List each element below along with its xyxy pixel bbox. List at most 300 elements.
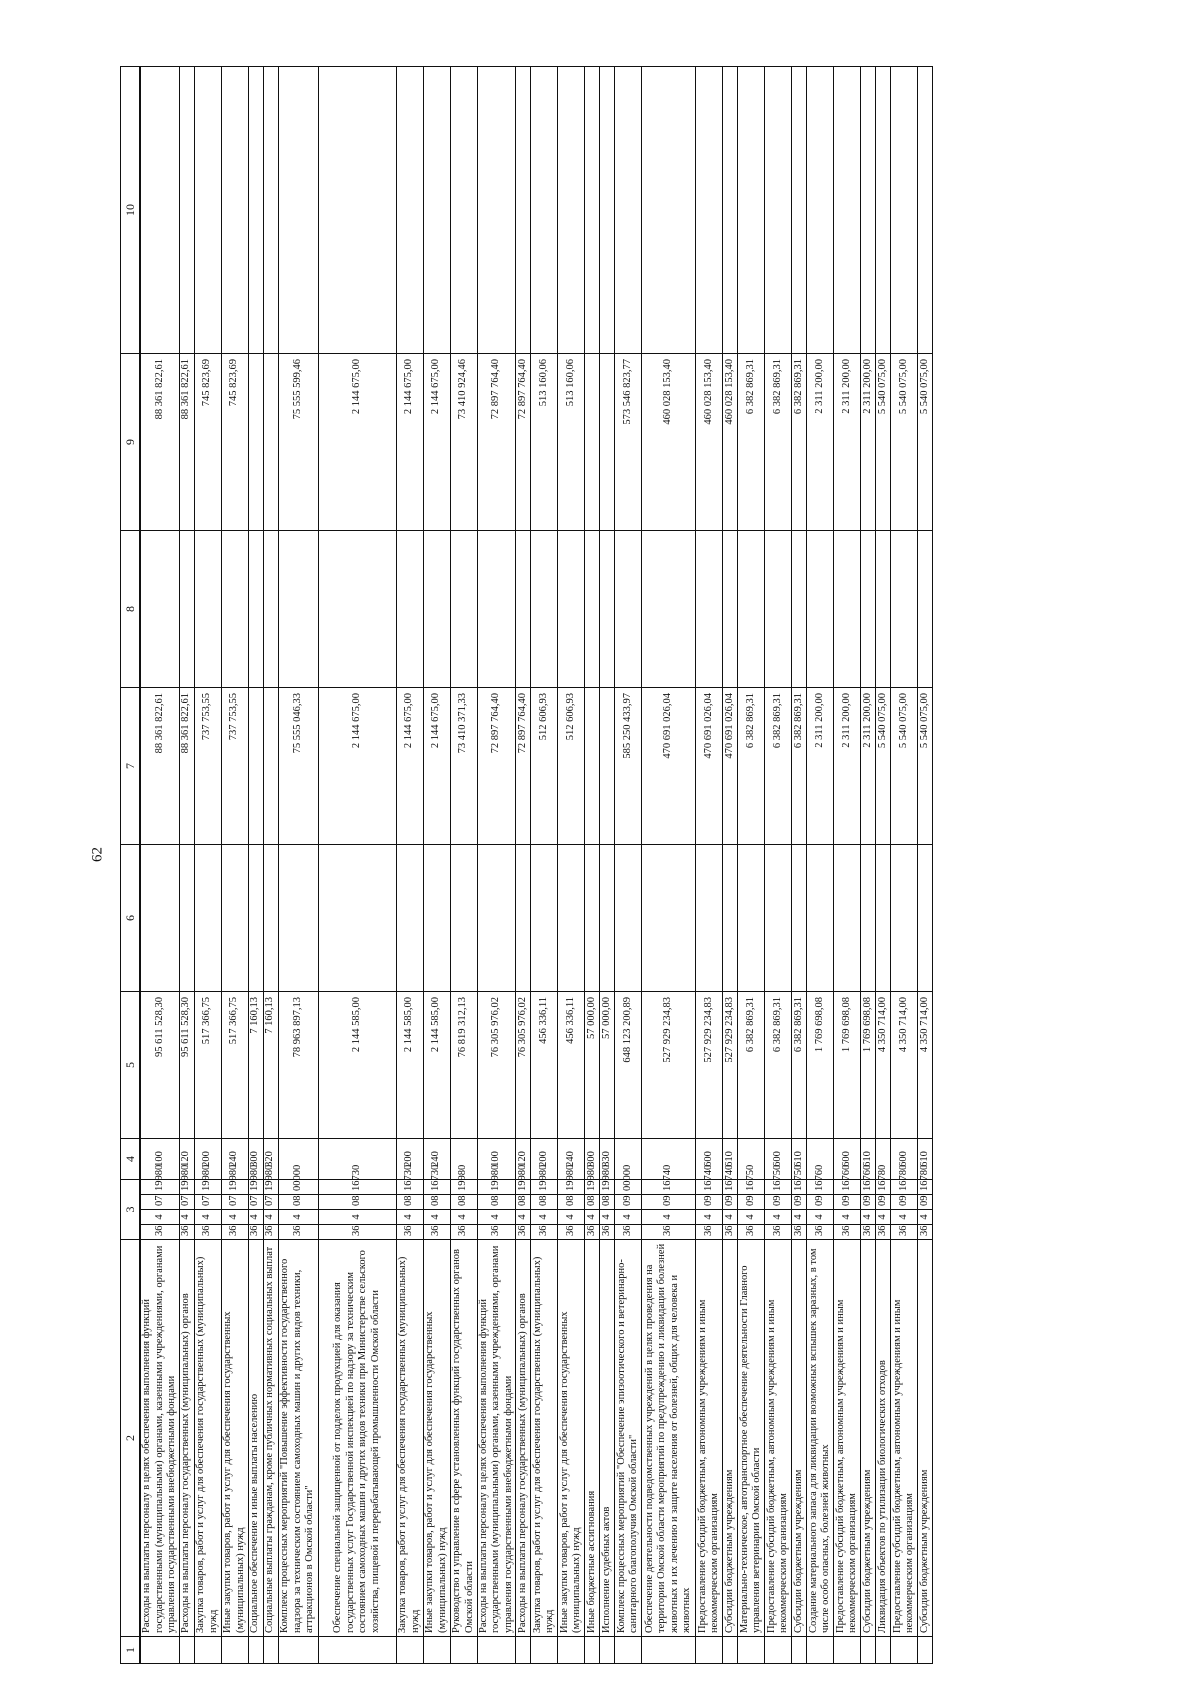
row-col-10 xyxy=(807,67,834,354)
row-col-10 xyxy=(918,67,933,354)
table-row xyxy=(221,67,248,1664)
row-col-1 xyxy=(861,1637,876,1664)
row-col-8 xyxy=(738,531,765,688)
row-col-7: 2 311 200,00 xyxy=(807,688,834,845)
row-code-c: 09 xyxy=(861,1195,876,1210)
row-code-a: 36 xyxy=(861,1225,876,1240)
row-col-5: 1 769 698,08 xyxy=(861,992,876,1139)
row-col-9 xyxy=(248,354,263,531)
row-name: Комплекс процессных мероприятий "Обеспечение эпизоотического и ветеринарно-санитарного благополучия Омской области" xyxy=(615,1240,642,1637)
row-col-6 xyxy=(876,845,891,992)
table-body xyxy=(141,67,933,1664)
row-col-10 xyxy=(600,67,615,354)
table-row xyxy=(600,67,615,1664)
row-col-10 xyxy=(248,67,263,354)
row-col-7: 2 144 675,00 xyxy=(423,688,450,845)
row-col-7 xyxy=(585,688,600,845)
row-col-9: 460 028 153,40 xyxy=(642,354,696,531)
row-col-1 xyxy=(423,1637,450,1664)
table-row xyxy=(141,67,180,1664)
row-col-8 xyxy=(423,531,450,688)
row-col-6 xyxy=(792,845,807,992)
row-col-1 xyxy=(585,1637,600,1664)
row-col-5: 76 819 312,13 xyxy=(450,992,477,1139)
row-col-7: 75 555 046,33 xyxy=(278,688,318,845)
row-col-9: 2 144 675,00 xyxy=(396,354,423,531)
row-code-b: 4 xyxy=(642,1210,696,1225)
row-code-c: 07 xyxy=(248,1195,263,1210)
row-col-10 xyxy=(834,67,861,354)
row-code-a: 36 xyxy=(696,1225,723,1240)
row-name: Предоставление субсидий бюджетным, автономным учреждениям и иным некоммерческим организациям xyxy=(834,1240,861,1637)
row-col-7: 88 361 822,61 xyxy=(141,688,180,845)
row-code-a: 36 xyxy=(531,1225,558,1240)
row-col-7: 5 540 075,00 xyxy=(876,688,891,845)
row-col-9: 5 540 075,00 xyxy=(876,354,891,531)
row-col-7: 737 753,55 xyxy=(221,688,248,845)
row-code-a: 36 xyxy=(615,1225,642,1240)
row-col-1 xyxy=(263,1637,278,1664)
row-col-6 xyxy=(477,845,516,992)
table-row xyxy=(765,67,792,1664)
row-col-10 xyxy=(477,67,516,354)
row-name: Комплекс процессных мероприятий "Повышение эффективности государственного надзора за техническим состоянием самоходных машин и других видов техники, аттракционов в Омской области" xyxy=(278,1240,318,1637)
row-col-9: 745 823,69 xyxy=(221,354,248,531)
row-col-7: 6 382 869,31 xyxy=(738,688,765,845)
row-code-b: 4 xyxy=(807,1210,834,1225)
row-col-7: 6 382 869,31 xyxy=(792,688,807,845)
row-code-d: 16760 xyxy=(834,1180,861,1195)
row-col-10 xyxy=(861,67,876,354)
row-name: Исполнение судебных актов xyxy=(600,1240,615,1637)
row-code-b: 4 xyxy=(141,1210,180,1225)
row-code-b: 4 xyxy=(531,1210,558,1225)
row-code-d: 16740 xyxy=(642,1180,696,1195)
row-col-6 xyxy=(738,845,765,992)
row-col-9: 513 160,06 xyxy=(531,354,558,531)
row-col-9: 460 028 153,40 xyxy=(723,354,738,531)
row-code-b: 4 xyxy=(834,1210,861,1225)
row-col-9: 2 311 200,00 xyxy=(834,354,861,531)
row-code-b: 4 xyxy=(396,1210,423,1225)
row-col-8 xyxy=(807,531,834,688)
row-col-4: 830 xyxy=(600,1139,615,1180)
row-col-10 xyxy=(531,67,558,354)
row-col-6 xyxy=(765,845,792,992)
row-name: Закупка товаров, работ и услуг для обеспечения государственных (муниципальных) нужд xyxy=(396,1240,423,1637)
row-col-10 xyxy=(585,67,600,354)
row-code-a: 36 xyxy=(792,1225,807,1240)
row-name: Иные закупки товаров, работ и услуг для обеспечения государственных (муниципальных) нужд xyxy=(558,1240,585,1637)
row-col-5: 648 123 200,89 xyxy=(615,992,642,1139)
row-col-6 xyxy=(141,845,180,992)
row-code-d: 19980 xyxy=(194,1180,221,1195)
row-col-1 xyxy=(765,1637,792,1664)
row-code-a: 36 xyxy=(918,1225,933,1240)
row-name: Руководство и управление в сфере установленных функций государственных органов Омской области xyxy=(450,1240,477,1637)
table-row xyxy=(248,67,263,1664)
row-col-1 xyxy=(141,1637,180,1664)
row-col-10 xyxy=(558,67,585,354)
row-code-b: 4 xyxy=(516,1210,531,1225)
row-code-d: 19980 xyxy=(450,1180,477,1195)
row-col-10 xyxy=(318,67,396,354)
row-col-6 xyxy=(723,845,738,992)
row-code-a: 36 xyxy=(558,1225,585,1240)
row-col-1 xyxy=(248,1637,263,1664)
row-code-a: 36 xyxy=(891,1225,918,1240)
row-code-c: 07 xyxy=(194,1195,221,1210)
row-col-7: 2 144 675,00 xyxy=(396,688,423,845)
row-code-d: 16780 xyxy=(918,1180,933,1195)
row-name: Субсидии бюджетным учреждениям xyxy=(792,1240,807,1637)
row-col-9: 2 144 675,00 xyxy=(423,354,450,531)
row-code-a: 36 xyxy=(194,1225,221,1240)
row-col-10 xyxy=(450,67,477,354)
row-name: Предоставление субсидий бюджетным, автономным учреждениям и иным некоммерческим организациям xyxy=(696,1240,723,1637)
row-code-b: 4 xyxy=(600,1210,615,1225)
row-col-6 xyxy=(221,845,248,992)
row-code-d: 16760 xyxy=(861,1180,876,1195)
row-code-b: 4 xyxy=(765,1210,792,1225)
row-code-c: 08 xyxy=(450,1195,477,1210)
row-code-a: 36 xyxy=(738,1225,765,1240)
row-col-9: 745 823,69 xyxy=(194,354,221,531)
row-code-d: 19980 xyxy=(585,1180,600,1195)
row-col-1 xyxy=(642,1637,696,1664)
row-col-1 xyxy=(221,1637,248,1664)
row-code-c: 08 xyxy=(585,1195,600,1210)
row-code-b: 4 xyxy=(318,1210,396,1225)
row-col-8 xyxy=(876,531,891,688)
row-col-8 xyxy=(558,531,585,688)
row-col-5: 527 929 234,83 xyxy=(642,992,696,1139)
table-row xyxy=(263,67,278,1664)
row-col-8 xyxy=(450,531,477,688)
row-col-5: 2 144 585,00 xyxy=(318,992,396,1139)
row-code-a: 36 xyxy=(723,1225,738,1240)
row-col-9 xyxy=(585,354,600,531)
row-col-9: 73 410 924,46 xyxy=(450,354,477,531)
row-code-a: 36 xyxy=(477,1225,516,1240)
row-col-10 xyxy=(221,67,248,354)
row-col-9: 6 382 869,31 xyxy=(738,354,765,531)
row-col-1 xyxy=(558,1637,585,1664)
row-code-c: 09 xyxy=(891,1195,918,1210)
row-col-6 xyxy=(834,845,861,992)
row-col-1 xyxy=(531,1637,558,1664)
header-col-2: 2 xyxy=(121,1240,140,1637)
row-name: Расходы на выплаты персоналу в целях обеспечения выполнения функций государственными (муниципальными) органами, казенными учреждениями, органами управления государственными внебюджетными фондами xyxy=(141,1240,180,1637)
row-col-8 xyxy=(723,531,738,688)
row-code-a: 36 xyxy=(807,1225,834,1240)
table-row xyxy=(876,67,891,1664)
row-col-4: 600 xyxy=(696,1139,723,1180)
row-col-8 xyxy=(179,531,194,688)
row-col-6 xyxy=(642,845,696,992)
row-col-1 xyxy=(807,1637,834,1664)
row-code-b: 4 xyxy=(696,1210,723,1225)
row-col-10 xyxy=(516,67,531,354)
row-code-d: 19980 xyxy=(248,1180,263,1195)
row-col-8 xyxy=(278,531,318,688)
table-row xyxy=(477,67,516,1664)
header-col-4: 4 xyxy=(121,1139,140,1180)
row-col-1 xyxy=(918,1637,933,1664)
row-col-9: 72 897 764,40 xyxy=(477,354,516,531)
row-col-6 xyxy=(558,845,585,992)
row-col-10 xyxy=(876,67,891,354)
row-code-a: 36 xyxy=(221,1225,248,1240)
row-code-d: 16740 xyxy=(696,1180,723,1195)
row-col-7: 470 691 026,04 xyxy=(723,688,738,845)
row-col-1 xyxy=(738,1637,765,1664)
row-code-d: 19980 xyxy=(179,1180,194,1195)
row-col-5: 76 305 976,02 xyxy=(516,992,531,1139)
row-code-b: 4 xyxy=(477,1210,516,1225)
row-name: Ликвидация объектов по утилизации биологических отходов xyxy=(876,1240,891,1637)
row-code-c: 09 xyxy=(723,1195,738,1210)
row-col-4: 300 xyxy=(248,1139,263,1180)
row-code-a: 36 xyxy=(318,1225,396,1240)
row-col-8 xyxy=(221,531,248,688)
row-col-5: 517 366,75 xyxy=(221,992,248,1139)
header-col-3: 3 xyxy=(121,1180,140,1240)
row-code-d: 19980 xyxy=(600,1180,615,1195)
row-col-4: 610 xyxy=(723,1139,738,1180)
row-code-c: 09 xyxy=(807,1195,834,1210)
row-col-4: 610 xyxy=(918,1139,933,1180)
row-col-8 xyxy=(792,531,807,688)
row-code-b: 4 xyxy=(450,1210,477,1225)
row-col-7: 72 897 764,40 xyxy=(477,688,516,845)
row-code-b: 4 xyxy=(891,1210,918,1225)
table-row xyxy=(531,67,558,1664)
row-col-7: 88 361 822,61 xyxy=(179,688,194,845)
budget-table xyxy=(120,66,933,1664)
header-col-10: 10 xyxy=(121,67,140,354)
row-code-b: 4 xyxy=(792,1210,807,1225)
row-col-6 xyxy=(318,845,396,992)
table-row xyxy=(318,67,396,1664)
row-col-10 xyxy=(179,67,194,354)
row-col-9: 5 540 075,00 xyxy=(891,354,918,531)
row-col-5: 527 929 234,83 xyxy=(696,992,723,1139)
row-code-d: 16730 xyxy=(423,1180,450,1195)
row-code-d: 19980 xyxy=(477,1180,516,1195)
row-code-d: 16730 xyxy=(396,1180,423,1195)
row-code-c: 07 xyxy=(263,1195,278,1210)
table-row xyxy=(396,67,423,1664)
table-row xyxy=(861,67,876,1664)
row-code-a: 36 xyxy=(834,1225,861,1240)
row-col-9: 2 311 200,00 xyxy=(861,354,876,531)
row-col-7: 2 311 200,00 xyxy=(861,688,876,845)
rotated-table-container xyxy=(120,66,1200,1664)
row-code-a: 36 xyxy=(141,1225,180,1240)
row-code-b: 4 xyxy=(221,1210,248,1225)
row-code-c: 09 xyxy=(876,1195,891,1210)
row-code-c: 07 xyxy=(221,1195,248,1210)
row-col-4: 240 xyxy=(423,1139,450,1180)
row-code-a: 36 xyxy=(516,1225,531,1240)
header-col-9: 9 xyxy=(121,354,140,531)
row-col-5: 456 336,11 xyxy=(531,992,558,1139)
row-code-a: 36 xyxy=(263,1225,278,1240)
row-col-10 xyxy=(891,67,918,354)
row-col-7: 6 382 869,31 xyxy=(765,688,792,845)
row-col-4: 120 xyxy=(179,1139,194,1180)
row-col-7: 2 144 675,00 xyxy=(318,688,396,845)
row-col-8 xyxy=(615,531,642,688)
row-code-c: 09 xyxy=(642,1195,696,1210)
row-col-4: 240 xyxy=(221,1139,248,1180)
row-name: Предоставление субсидий бюджетным, автономным учреждениям и иным некоммерческим организациям xyxy=(765,1240,792,1637)
row-col-5: 2 144 585,00 xyxy=(423,992,450,1139)
row-col-6 xyxy=(263,845,278,992)
row-col-1 xyxy=(450,1637,477,1664)
row-code-b: 4 xyxy=(263,1210,278,1225)
row-col-8 xyxy=(396,531,423,688)
row-name: Субсидии бюджетным учреждениям xyxy=(861,1240,876,1637)
row-col-5: 6 382 869,31 xyxy=(738,992,765,1139)
row-col-10 xyxy=(396,67,423,354)
row-col-1 xyxy=(834,1637,861,1664)
row-code-c: 07 xyxy=(179,1195,194,1210)
row-col-5: 6 382 869,31 xyxy=(765,992,792,1139)
row-name: Обеспечение специальной защищенной от подделок продукцией для оказания государственных услуг Государственной инспекцией по надзору за техническим состоянием самоходных машин и других видов техники при Министерстве сельского хозяйства, пищевой и перерабатывающей промышленности Омской области xyxy=(318,1240,396,1637)
row-code-a: 36 xyxy=(450,1225,477,1240)
row-name: Социальные выплаты гражданам, кроме публичных нормативных социальных выплат xyxy=(263,1240,278,1637)
row-col-6 xyxy=(696,845,723,992)
row-name: Субсидии бюджетным учреждениям xyxy=(918,1240,933,1637)
row-code-a: 36 xyxy=(423,1225,450,1240)
row-col-7: 72 897 764,40 xyxy=(516,688,531,845)
row-col-5: 95 611 528,30 xyxy=(141,992,180,1139)
row-code-c: 09 xyxy=(696,1195,723,1210)
row-col-1 xyxy=(792,1637,807,1664)
row-col-6 xyxy=(450,845,477,992)
row-code-a: 36 xyxy=(396,1225,423,1240)
table-row xyxy=(278,67,318,1664)
row-col-9 xyxy=(263,354,278,531)
row-col-9: 2 311 200,00 xyxy=(807,354,834,531)
row-name: Предоставление субсидий бюджетным, автономным учреждениям и иным некоммерческим организациям xyxy=(891,1240,918,1637)
row-code-b: 4 xyxy=(278,1210,318,1225)
row-code-b: 4 xyxy=(585,1210,600,1225)
row-col-7: 5 540 075,00 xyxy=(918,688,933,845)
row-col-9: 75 555 599,46 xyxy=(278,354,318,531)
row-code-c: 08 xyxy=(531,1195,558,1210)
table-row xyxy=(585,67,600,1664)
row-col-8 xyxy=(600,531,615,688)
row-col-8 xyxy=(531,531,558,688)
row-code-c: 09 xyxy=(834,1195,861,1210)
row-code-d: 16780 xyxy=(891,1180,918,1195)
row-code-d: 16750 xyxy=(792,1180,807,1195)
row-col-6 xyxy=(861,845,876,992)
row-col-6 xyxy=(179,845,194,992)
row-col-5: 7 160,13 xyxy=(263,992,278,1139)
row-name: Иные закупки товаров, работ и услуг для обеспечения государственных (муниципальных) нужд xyxy=(423,1240,450,1637)
row-col-9: 88 361 822,61 xyxy=(141,354,180,531)
row-code-c: 08 xyxy=(600,1195,615,1210)
row-col-1 xyxy=(615,1637,642,1664)
row-col-8 xyxy=(861,531,876,688)
row-col-4: 100 xyxy=(477,1139,516,1180)
row-code-b: 4 xyxy=(558,1210,585,1225)
row-col-4: 600 xyxy=(891,1139,918,1180)
row-code-d: 19980 xyxy=(558,1180,585,1195)
row-code-d: 16740 xyxy=(723,1180,738,1195)
row-col-5: 57 000,00 xyxy=(585,992,600,1139)
row-code-c: 08 xyxy=(423,1195,450,1210)
table-row xyxy=(918,67,933,1664)
row-col-7: 5 540 075,00 xyxy=(891,688,918,845)
row-col-8 xyxy=(765,531,792,688)
row-code-b: 4 xyxy=(861,1210,876,1225)
row-col-6 xyxy=(585,845,600,992)
row-col-6 xyxy=(423,845,450,992)
row-code-d: 16750 xyxy=(765,1180,792,1195)
row-col-6 xyxy=(615,845,642,992)
row-col-8 xyxy=(918,531,933,688)
row-col-5: 78 963 897,13 xyxy=(278,992,318,1139)
row-name: Расходы на выплаты персоналу государственных (муниципальных) органов xyxy=(516,1240,531,1637)
row-col-10 xyxy=(194,67,221,354)
row-code-b: 4 xyxy=(194,1210,221,1225)
row-col-1 xyxy=(876,1637,891,1664)
row-col-9: 460 028 153,40 xyxy=(696,354,723,531)
row-code-d: 00000 xyxy=(278,1180,318,1195)
row-col-7: 737 753,55 xyxy=(194,688,221,845)
row-col-7 xyxy=(263,688,278,845)
row-code-a: 36 xyxy=(585,1225,600,1240)
row-col-5: 76 305 976,02 xyxy=(477,992,516,1139)
row-col-8 xyxy=(585,531,600,688)
row-col-1 xyxy=(477,1637,516,1664)
row-name: Социальное обеспечение и иные выплаты населению xyxy=(248,1240,263,1637)
row-col-4: 600 xyxy=(765,1139,792,1180)
row-col-5: 527 929 234,83 xyxy=(723,992,738,1139)
row-col-8 xyxy=(477,531,516,688)
row-col-8 xyxy=(263,531,278,688)
row-code-d: 19980 xyxy=(516,1180,531,1195)
row-col-10 xyxy=(723,67,738,354)
table-row xyxy=(738,67,765,1664)
row-col-10 xyxy=(765,67,792,354)
table-row xyxy=(834,67,861,1664)
row-col-10 xyxy=(738,67,765,354)
row-col-6 xyxy=(516,845,531,992)
row-col-4: 200 xyxy=(194,1139,221,1180)
row-code-d: 16780 xyxy=(876,1180,891,1195)
row-code-d: 19980 xyxy=(221,1180,248,1195)
row-col-4: 120 xyxy=(516,1139,531,1180)
row-col-9: 6 382 869,31 xyxy=(792,354,807,531)
row-code-b: 4 xyxy=(615,1210,642,1225)
row-code-b: 4 xyxy=(723,1210,738,1225)
row-col-4: 610 xyxy=(792,1139,807,1180)
table-row xyxy=(179,67,194,1664)
row-name: Иные закупки товаров, работ и услуг для обеспечения государственных (муниципальных) нужд xyxy=(221,1240,248,1637)
table-row xyxy=(696,67,723,1664)
row-col-8 xyxy=(642,531,696,688)
row-code-b: 4 xyxy=(423,1210,450,1225)
row-col-5: 2 144 585,00 xyxy=(396,992,423,1139)
row-code-a: 36 xyxy=(248,1225,263,1240)
row-code-d: 19980 xyxy=(263,1180,278,1195)
